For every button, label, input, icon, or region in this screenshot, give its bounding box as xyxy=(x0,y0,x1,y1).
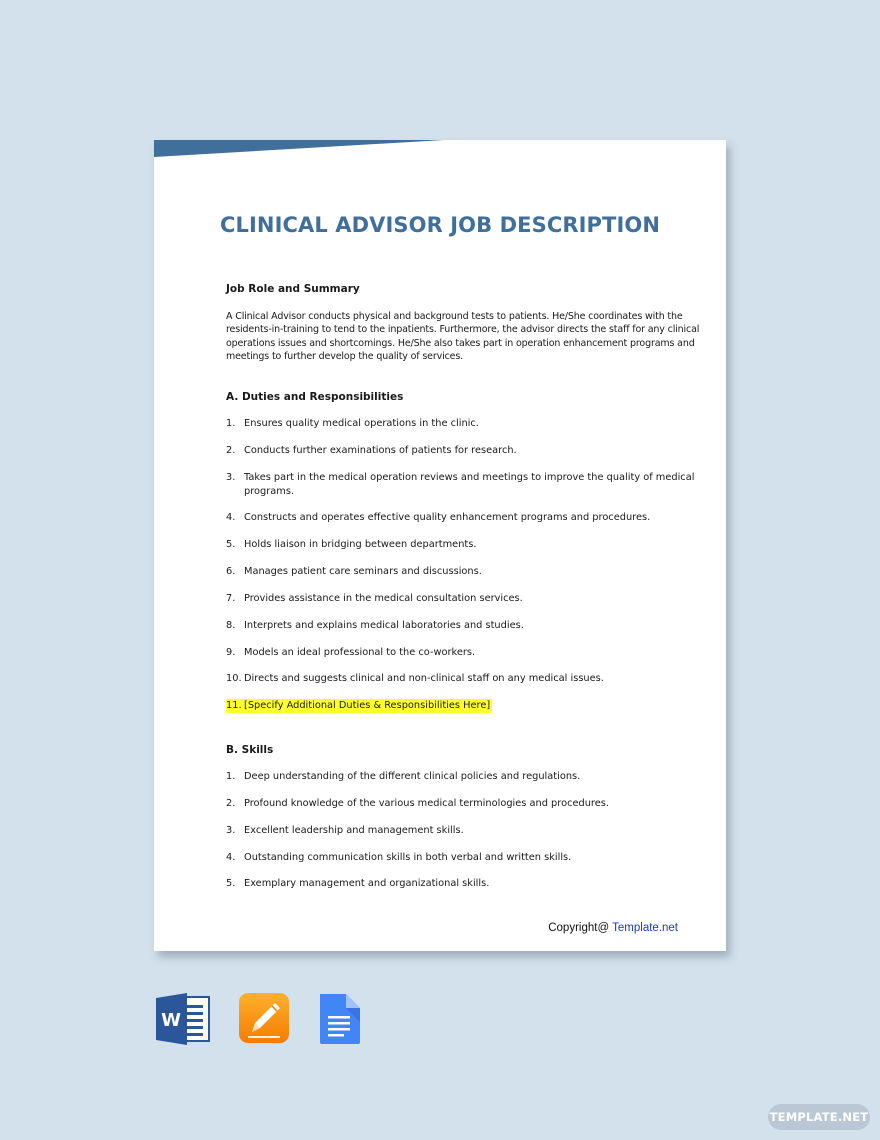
item-text: Directs and suggests clinical and non-clinical staff on any medical issues. xyxy=(244,673,604,684)
pages-icon[interactable] xyxy=(238,992,294,1046)
item-number: 9. xyxy=(226,647,236,658)
duty-item xyxy=(226,471,694,499)
summary-line: residents-in-training to tend to the inpatients. Furthermore, the advisor directs the staff for any clinical xyxy=(226,324,700,335)
item-text: Exemplary management and organizational skills. xyxy=(244,878,490,889)
item-text: [Specify Additional Duties & Responsibilities Here] xyxy=(244,700,491,711)
item-number: 2. xyxy=(226,445,236,456)
item-text: Deep understanding of the different clinical policies and regulations. xyxy=(244,771,581,782)
header-accent-stripe xyxy=(154,140,454,157)
item-text: Provides assistance in the medical consultation services. xyxy=(244,593,523,604)
duty-item xyxy=(226,444,517,458)
item-number: 4. xyxy=(226,512,236,523)
item-text: Manages patient care seminars and discussions. xyxy=(244,566,482,577)
skill-item xyxy=(226,877,489,891)
document-title: CLINICAL ADVISOR JOB DESCRIPTION xyxy=(220,213,660,237)
item-text: Outstanding communication skills in both verbal and written skills. xyxy=(244,852,572,863)
skill-item xyxy=(226,824,464,838)
item-text: Models an ideal professional to the co-workers. xyxy=(244,647,476,658)
item-text: Constructs and operates effective quality enhancement programs and procedures. xyxy=(244,512,651,523)
item-number: 5. xyxy=(226,539,236,550)
template-net-badge[interactable]: TEMPLATE.NET xyxy=(768,1104,870,1130)
copyright-prefix: Copyright@ xyxy=(548,922,610,934)
duty-item xyxy=(226,565,482,579)
item-text-continued: programs. xyxy=(244,486,295,497)
summary-heading: Job Role and Summary xyxy=(226,283,360,295)
item-text: Takes part in the medical operation reviews and meetings to improve the quality of medical xyxy=(244,472,695,483)
skill-item xyxy=(226,851,571,865)
duty-item xyxy=(226,417,479,431)
summary-line: meetings to further develop the quality of services. xyxy=(226,351,464,362)
word-icon[interactable] xyxy=(155,992,211,1046)
summary-line: operations issues and shortcomings. He/She also takes part in operation enhancement programs and xyxy=(226,338,695,349)
duties-heading: A. Duties and Responsibilities xyxy=(226,391,404,403)
item-text: Holds liaison in bridging between departments. xyxy=(244,539,477,550)
item-number: 10. xyxy=(226,673,242,684)
duty-item xyxy=(226,538,476,552)
duty-item xyxy=(226,592,523,606)
item-text: Profound knowledge of the various medical terminologies and procedures. xyxy=(244,798,609,809)
item-number: 7. xyxy=(226,593,236,604)
item-text: Ensures quality medical operations in the clinic. xyxy=(244,418,479,429)
copyright-notice xyxy=(548,922,678,934)
item-text: Conducts further examinations of patients for research. xyxy=(244,445,517,456)
skill-item xyxy=(226,797,609,811)
duty-item-placeholder xyxy=(226,699,492,713)
item-text: Excellent leadership and management skills. xyxy=(244,825,464,836)
skill-item xyxy=(226,770,580,784)
svg-text:W: W xyxy=(161,1010,181,1031)
skills-heading: B. Skills xyxy=(226,744,274,756)
item-number: 3. xyxy=(226,825,236,836)
item-number: 2. xyxy=(226,798,236,809)
item-number: 5. xyxy=(226,878,236,889)
item-number: 3. xyxy=(226,472,236,483)
duty-item xyxy=(226,646,475,660)
item-number: 4. xyxy=(226,852,236,863)
google-docs-icon[interactable] xyxy=(316,992,372,1046)
summary-line: A Clinical Advisor conducts physical and background tests to patients. He/She coordinates with the xyxy=(226,311,683,322)
item-number: 11. xyxy=(226,700,242,711)
item-number: 1. xyxy=(226,771,236,782)
duty-item xyxy=(226,511,650,525)
item-number: 1. xyxy=(226,418,236,429)
item-number: 8. xyxy=(226,620,236,631)
duty-item xyxy=(226,619,524,633)
copyright-link[interactable]: Template.net xyxy=(612,922,678,934)
duty-item xyxy=(226,672,604,686)
document-page xyxy=(154,140,726,951)
item-text: Interprets and explains medical laboratories and studies. xyxy=(244,620,524,631)
item-number: 6. xyxy=(226,566,236,577)
